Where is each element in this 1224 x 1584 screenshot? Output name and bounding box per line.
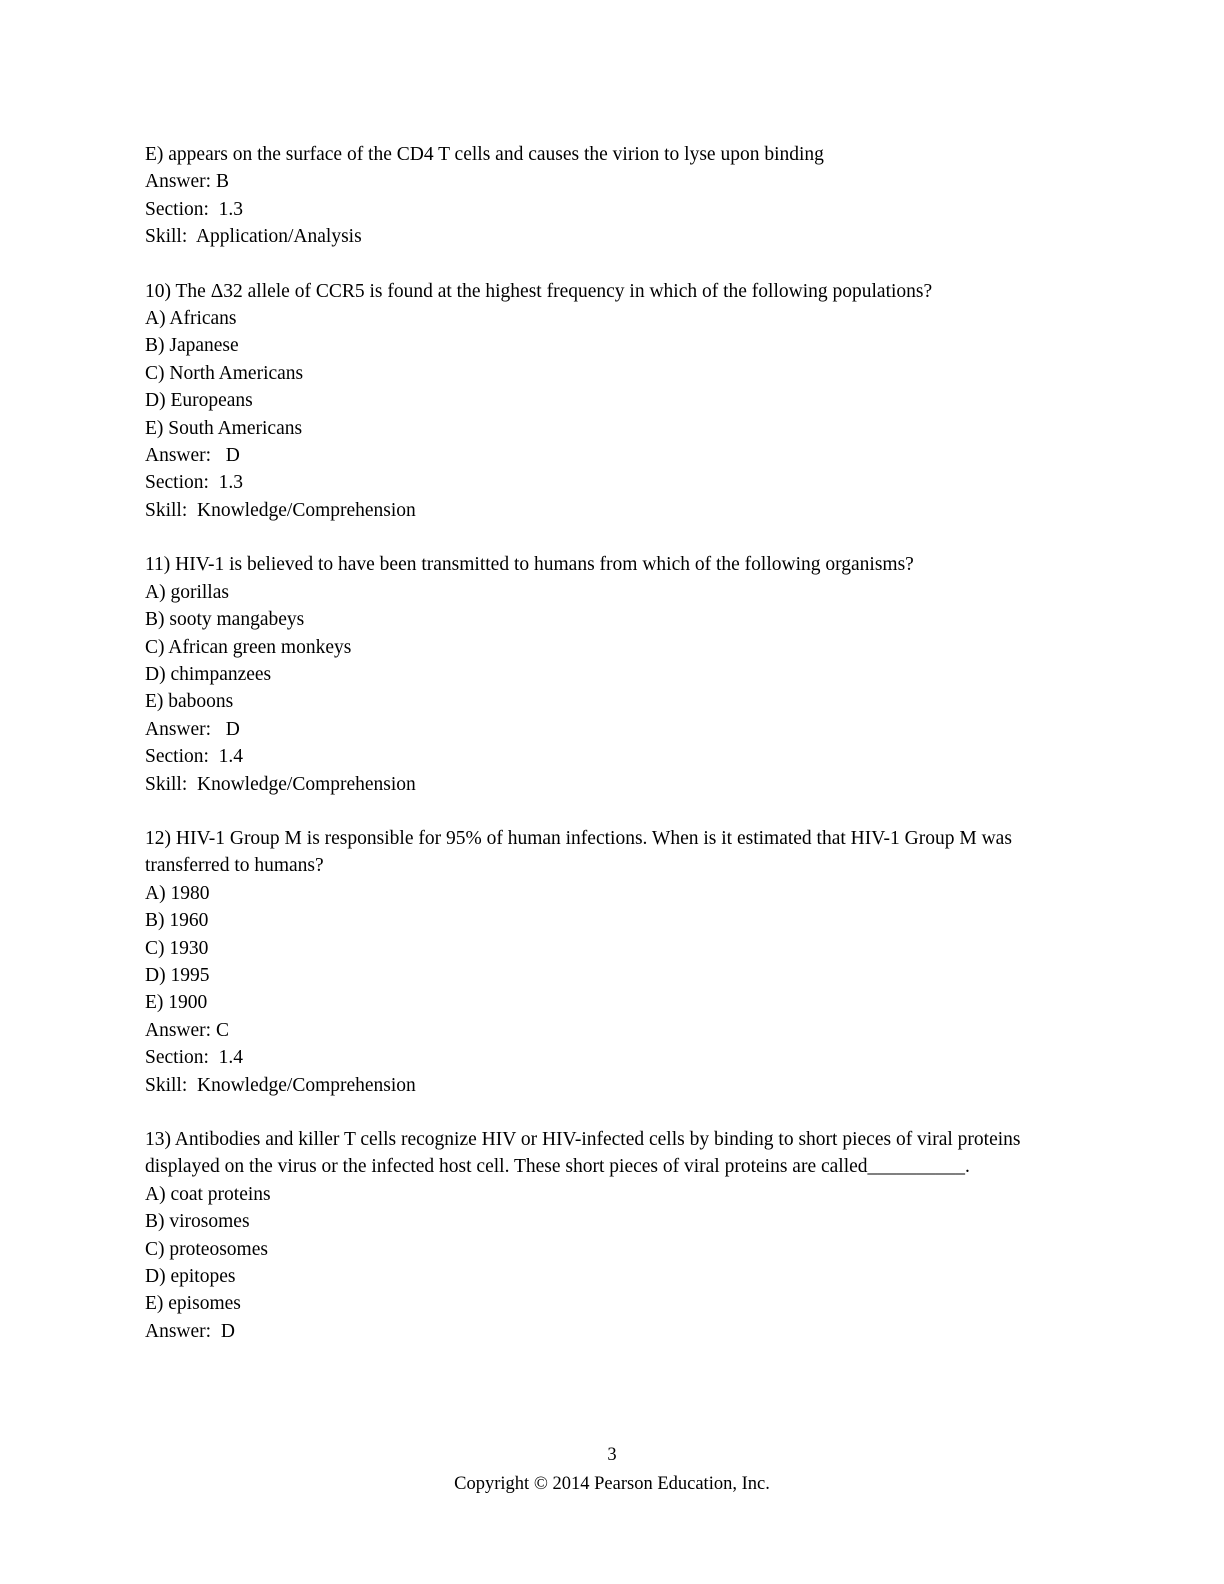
choice-c: C) proteosomes: [145, 1238, 268, 1260]
question-12: [145, 825, 1085, 1099]
choice-e: E) 1900: [145, 992, 208, 1014]
choice-b: B) 1960: [145, 910, 209, 932]
choice-c: C) African green monkeys: [145, 636, 352, 658]
skill-line: Skill: Knowledge/Comprehension: [145, 1074, 416, 1096]
answer-line: Answer: C: [145, 1019, 229, 1041]
section-line: Section: 1.3: [145, 198, 244, 220]
copyright-notice: Copyright © 2014 Pearson Education, Inc.: [454, 1474, 770, 1494]
question-stem: 13) Antibodies and killer T cells recognize HIV or HIV-infected cells by binding to short pieces of viral proteins displayed on the virus or the infected host cell. These short pieces of viral proteins are called__________.: [145, 1129, 1026, 1178]
question-13: [145, 1126, 1085, 1345]
choice-a: A) coat proteins: [145, 1183, 271, 1205]
choice-c: C) 1930: [145, 937, 209, 959]
question-11: [145, 551, 1085, 798]
choice-c: C) North Americans: [145, 362, 304, 384]
choice-b: B) Japanese: [145, 335, 239, 357]
choice-e: E) South Americans: [145, 417, 303, 439]
skill-line: Skill: Knowledge/Comprehension: [145, 499, 416, 521]
page-footer: [0, 1441, 1224, 1499]
answer-line: Answer: D: [145, 445, 240, 467]
section-line: Section: 1.3: [145, 472, 244, 494]
answer-line: Answer: D: [145, 1320, 235, 1342]
choice-line: E) appears on the surface of the CD4 T cells and causes the virion to lyse upon binding: [145, 144, 824, 165]
question-10: [145, 278, 1085, 525]
answer-line: Answer: D: [145, 718, 240, 740]
question-stem: 12) HIV-1 Group M is responsible for 95% of human infections. When is it estimated that HIV-1 Group M was transferred to humans?: [145, 827, 1017, 877]
question-stem: 10) The Δ32 allele of CCR5 is found at the highest frequency in which of the following populations?: [145, 280, 933, 302]
choice-e: E) baboons: [145, 691, 234, 713]
choice-d: D) chimpanzees: [145, 663, 272, 685]
section-line: Section: 1.4: [145, 1047, 244, 1069]
page-content: [145, 141, 1085, 1372]
section-line: Section: 1.4: [145, 746, 244, 768]
choice-d: D) Europeans: [145, 390, 253, 412]
choice-d: D) 1995: [145, 964, 210, 986]
choice-a: A) 1980: [145, 882, 210, 904]
choice-e: E) episomes: [145, 1293, 241, 1315]
choice-a: A) Africans: [145, 308, 237, 330]
skill-line: Skill: Knowledge/Comprehension: [145, 773, 416, 795]
skill-line: Skill: Application/Analysis: [145, 226, 362, 248]
question-9-tail: [145, 141, 1085, 251]
page-number: 3: [607, 1445, 617, 1465]
choice-d: D) epitopes: [145, 1266, 236, 1288]
choice-b: B) sooty mangabeys: [145, 609, 305, 631]
question-stem: 11) HIV-1 is believed to have been transmitted to humans from which of the following organisms?: [145, 554, 914, 576]
choice-a: A) gorillas: [145, 581, 229, 603]
choice-b: B) virosomes: [145, 1211, 250, 1233]
answer-line: Answer: B: [145, 171, 229, 193]
